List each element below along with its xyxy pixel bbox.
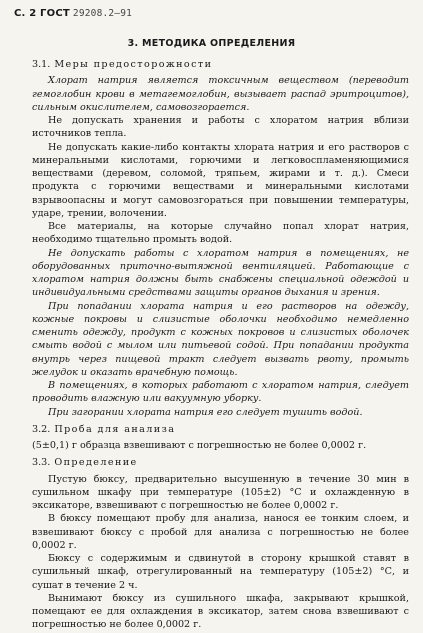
paragraph: Хлорат натрия является токсичным веществом (переводит гемоглобин крови в метагемоглобин, вызывает распад эритроцитов), сильным окислителем, самовозгорается. xyxy=(32,75,409,113)
paragraph: Не допускать хранения и работы с хлоратом натрия вблизи источников тепла. xyxy=(32,115,409,140)
section-title: 3. МЕТОДИКА ОПРЕДЕЛЕНИЯ xyxy=(127,38,296,49)
subsection-heading-3-3: 3.3. Определение xyxy=(32,457,138,469)
page-header xyxy=(14,8,132,19)
paragraph: В помещениях, в которых работают с хлоратом натрия, следует проводить влажную или вакуумную уборку. xyxy=(32,380,409,405)
paragraph: Не допускать какие-либо контакты хлората натрия и его растворов с минеральными кислотами, горючими и легковоспламеняющимися веществами (деревом, соломой, тряпьем, жирами и т. д.). Смеси продукта с горючими веществами и минеральными кислотами взрывоопасны и могут самовозгораться при повышении температуры, ударе, трении, волочении. xyxy=(32,141,409,219)
doc-number: 29208.2—91 xyxy=(72,8,133,19)
paragraph: Вынимают бюксу из сушильного шкафа, закрывают крышкой, помещают ее для охлаждения в эксикатор, затем снова взвешивают с погрешностью не более 0,0002 г. xyxy=(32,592,409,631)
paragraph: При попадании хлората натрия и его растворов на одежду, кожные покровы и слизистые оболочки необходимо немедленно сменить одежду, продукт с кожных покровов и слизистых оболочек смыть водой с мылом или питьевой содой. При попадании продукта внутрь через пищевой тракт следует вызвать рвоту, промыть желудок и оказать врачебную помощь. xyxy=(32,300,409,378)
paragraph: (5±0,1) г образца взвешивают с погрешностью не более 0,0002 г. xyxy=(32,440,367,451)
paragraph: При загорании хлората натрия его следует тушить водой. xyxy=(48,406,363,418)
paragraph: Не допускать работы с хлоратом натрия в помещениях, не оборудованных приточно-вытяжной вентиляцией. Работающие с хлоратом натрия должны быть снабжены специальной одеждой и индивидуальными средствами защиты органов дыхания и зрения. xyxy=(32,247,409,299)
paragraph: В бюксу помещают пробу для анализа, нанося ее тонким слоем, и взвешивают бюксу с пробой для анализа с погрешностью не более 0,0002 г. xyxy=(32,513,409,551)
subsection-heading-3-1: 3.1. Меры предосторожности xyxy=(32,59,213,70)
paragraph: Все материалы, на которые случайно попал хлорат натрия, необходимо тщательно промыть водой. xyxy=(32,221,409,246)
subsection-heading-3-2: 3.2. Проба для анализа xyxy=(32,423,176,435)
paragraph: Бюксу с содержимым и сдвинутой в сторону крышкой ставят в сушильный шкаф, отрегулированный на температуру (105±2) °С, и сушат в течение 2 ч. xyxy=(32,553,409,591)
paragraph: Пустую бюксу, предварительно высушенную в течение 30 мин в сушильном шкафу при температуре (105±2) °С и охлажденную в эксикаторе, взвешивают с погрешностью не более 0,0002 г. xyxy=(32,473,409,511)
page-label: С. 2 ГОСТ xyxy=(14,8,70,19)
document-body xyxy=(32,54,409,632)
